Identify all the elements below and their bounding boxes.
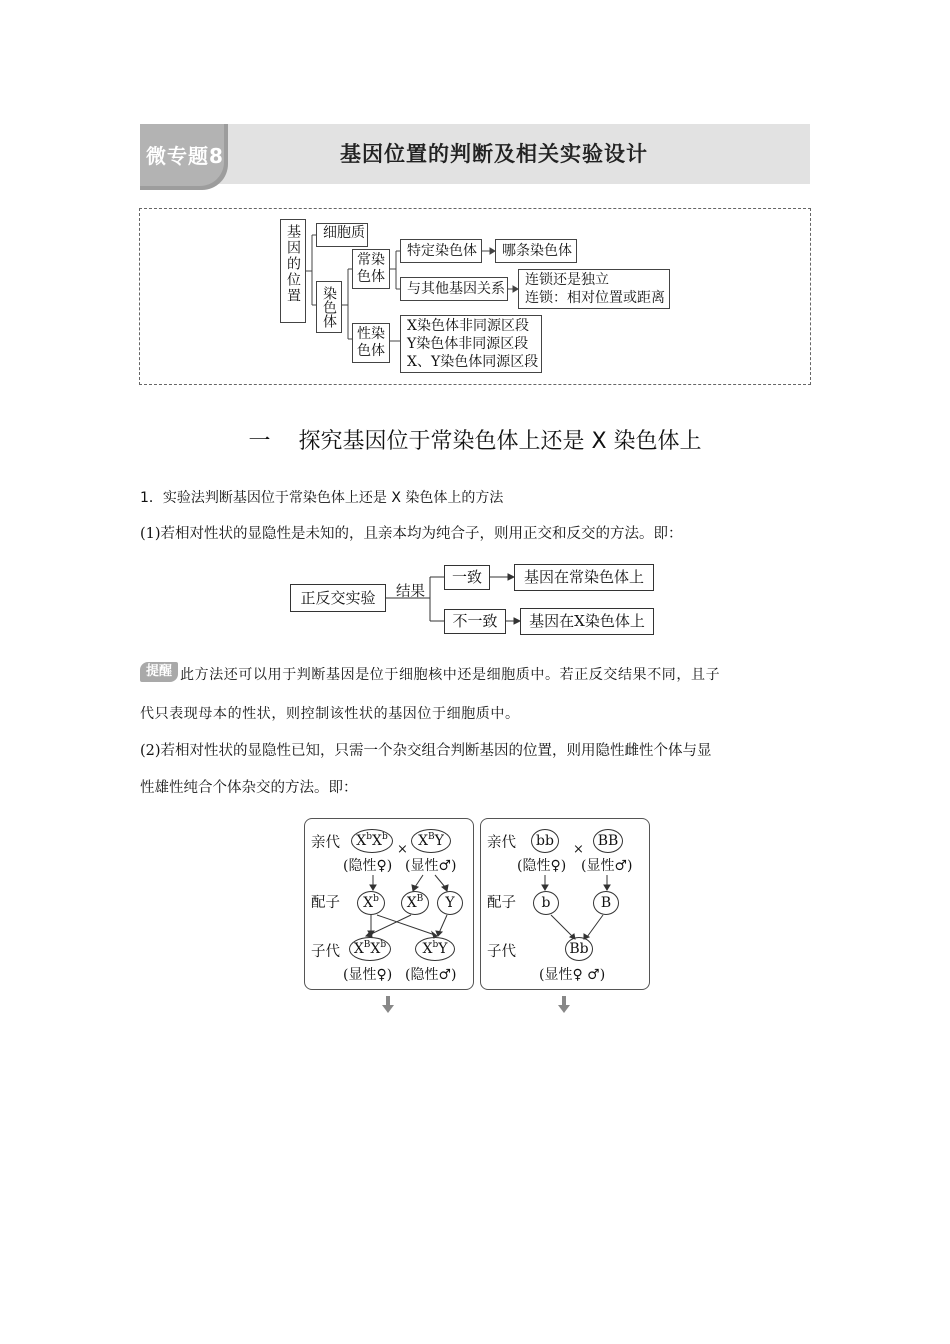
auto-gamete-2: [593, 891, 619, 915]
flow-consistent-result-box: [514, 564, 654, 591]
tip-text-line-1: 此方法还可以用于判断基因是位于细胞核中还是细胞质中。若正反交结果不同，且子: [180, 667, 721, 683]
x-father-genotype: [411, 829, 451, 853]
auto-parent-label: 亲代: [487, 835, 516, 851]
x-child-1-g1-base: X: [353, 941, 364, 957]
x-offspring-label: 子代: [311, 944, 340, 960]
section-number: 一: [248, 429, 271, 454]
concept-cytoplasm-text: 细胞质: [323, 225, 365, 241]
x-child-2-g1-sup: b: [432, 940, 439, 950]
auto-mother-phenotype: (隐性♀): [517, 858, 567, 874]
x-mother-g2-sup: b: [381, 832, 388, 842]
concept-sex-region-2: Y染色体非同源区段: [407, 336, 529, 352]
x-mother-g1-base: X: [356, 833, 367, 849]
concept-which-chromosome-text: 哪条染色体: [502, 243, 572, 259]
concept-linkage: [518, 269, 670, 309]
concept-autosome: [352, 249, 390, 289]
x-father-g2: Y: [434, 833, 444, 849]
flow-inconsistent-box: [444, 609, 506, 634]
tip-badge: 提醒: [140, 662, 178, 682]
x-father-phenotype: (显性♂): [405, 858, 457, 874]
section-heading: [0, 424, 950, 455]
flow-inconsistent-result-box: [520, 608, 654, 635]
concept-root-text: 基因的位置: [285, 224, 301, 304]
x-mother-genotype: [351, 829, 393, 853]
auto-gamete-1: [533, 891, 559, 915]
banner-label: 微专题8: [146, 144, 224, 168]
auto-gamete-label: 配子: [487, 895, 516, 911]
x-child-2-phenotype: (隐性♂): [405, 967, 457, 983]
auto-mother-text: bb: [536, 833, 554, 849]
x-mother-g1-sup: b: [366, 832, 372, 842]
x-cross-sign: ×: [397, 842, 408, 857]
flow-experiment-box: [290, 584, 386, 612]
x-gamete-2-sup: B: [416, 894, 424, 904]
x-gamete-1-sup: b: [373, 894, 379, 904]
paragraph-2-line-1: (2)若相对性状的显隐性已知，只需一个杂交组合判断基因的位置，则用隐性雌性个体与显: [140, 743, 712, 759]
flow-consistent-result-text: 基因在常染色体上: [523, 568, 644, 586]
x-gamete-3: [437, 891, 463, 915]
down-arrow-icon: [381, 996, 395, 1014]
auto-mother-genotype: [531, 829, 559, 853]
concept-chromosome: [316, 281, 342, 333]
point-1-heading: 1．实验法判断基因位于常染色体上还是 X 染色体上的方法: [140, 490, 504, 506]
flow-experiment-text: 正反交实验: [300, 589, 376, 607]
x-child-1-genotype: [349, 937, 391, 961]
concept-relation-other-genes-text: 与其他基因关系: [407, 281, 505, 297]
banner-tab: [140, 124, 228, 190]
paragraph-2-line-2: 性雄性纯合个体杂交的方法。即：: [140, 780, 358, 796]
x-child-1-phenotype: (显性♀): [343, 967, 393, 983]
auto-child-phenotype: (显性♀ ♂): [539, 967, 606, 983]
concept-root: [280, 219, 306, 323]
x-gamete-2: [401, 891, 429, 915]
down-arrow-icon: [557, 996, 571, 1014]
auto-cross-sign: ×: [573, 842, 584, 857]
x-child-1-g2-base: X: [370, 941, 381, 957]
concept-chromosome-text: 染色体: [321, 286, 337, 328]
x-mother-g2-base: X: [372, 833, 382, 849]
x-father-g1-base: X: [418, 833, 429, 849]
concept-cytoplasm: [316, 223, 368, 247]
concept-specific-chromosome-text: 特定染色体: [407, 243, 477, 259]
tip-text-line-2: 代只表现母本的性状，则控制该性状的基因位于细胞质中。: [140, 706, 520, 722]
concept-sex-chromosome-text: 性染色体: [357, 326, 385, 359]
concept-sex-region-3: X、Y染色体同源区段: [407, 354, 539, 370]
concept-relation-other-genes: [400, 277, 508, 301]
x-gamete-1: [357, 891, 385, 915]
flow-consistent-text: 一致: [451, 568, 482, 586]
cross-diagram-autosomal: [480, 818, 650, 990]
concept-autosome-text: 常染色体: [357, 252, 385, 285]
x-gamete-2-base: X: [406, 895, 417, 911]
x-father-g1-sup: B: [428, 832, 435, 842]
flow-inconsistent-text: 不一致: [452, 612, 498, 630]
x-gamete-1-base: X: [363, 895, 374, 911]
x-child-2-genotype: [415, 937, 455, 961]
x-child-2-g1-base: X: [422, 941, 433, 957]
concept-linkage-line1: 连锁还是独立: [525, 272, 609, 288]
concept-specific-chromosome: [400, 239, 482, 263]
concept-linkage-line2: 连锁：相对位置或距离: [525, 290, 665, 306]
flow-inconsistent-result-text: 基因在X染色体上: [529, 612, 645, 630]
auto-father-text: BB: [597, 833, 619, 849]
concept-map: [139, 208, 811, 385]
auto-father-genotype: [593, 829, 623, 853]
auto-child-text: Bb: [569, 941, 589, 957]
section-title: 探究基因位于常染色体上还是 X 染色体上: [298, 429, 702, 454]
x-mother-phenotype: (隐性♀): [343, 858, 393, 874]
auto-father-phenotype: (显性♂): [581, 858, 633, 874]
cross-diagram-x-linked: [304, 818, 474, 990]
x-child-1-g1-sup: B: [363, 940, 371, 950]
auto-child-genotype: [565, 937, 593, 961]
banner-tab-inner: [140, 124, 224, 186]
concept-sex-region-1: X染色体非同源区段: [407, 318, 529, 334]
auto-gamete-2-text: B: [600, 895, 612, 911]
x-child-1-g2-sup: b: [380, 940, 387, 950]
concept-which-chromosome: [495, 239, 577, 263]
x-child-2-g2: Y: [438, 941, 448, 957]
concept-sex-chromosome: [352, 323, 390, 363]
banner-title: 基因位置的判断及相关实验设计: [340, 142, 648, 166]
flow-result-label: 结果: [396, 584, 425, 600]
x-gamete-3-text: Y: [445, 895, 455, 911]
auto-offspring-label: 子代: [487, 944, 516, 960]
flow-consistent-box: [444, 565, 490, 590]
topic-banner: [140, 124, 810, 184]
auto-gamete-1-text: b: [541, 895, 551, 911]
x-parent-label: 亲代: [311, 835, 340, 851]
x-gamete-label: 配子: [311, 895, 340, 911]
concept-sex-chrom-regions: [400, 315, 542, 373]
paragraph-1: (1)若相对性状的显隐性是未知的，且亲本均为纯合子，则用正交和反交的方法。即：: [140, 526, 683, 542]
